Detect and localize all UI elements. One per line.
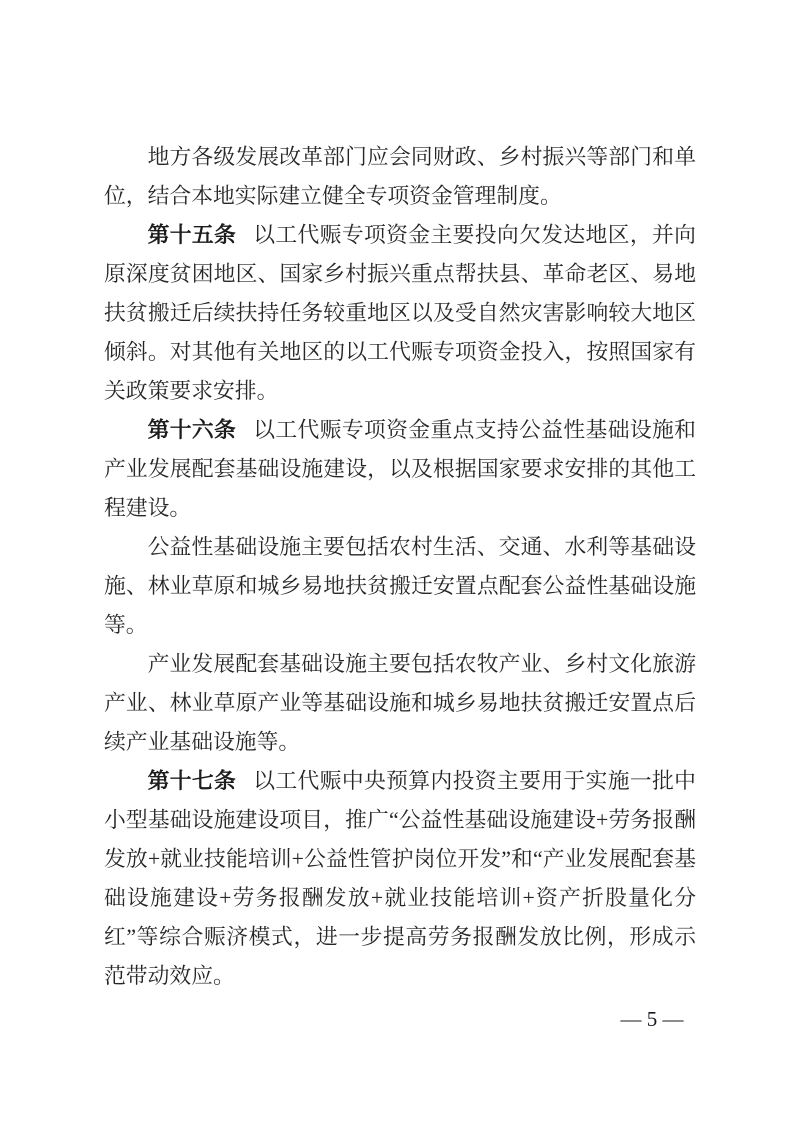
paragraph-text: 地方各级发展改革部门应会同财政、乡村振兴等部门和单位，结合本地实际建立健全专项资金管理制度。 xyxy=(104,145,696,208)
page-number: — 5 — xyxy=(620,1007,684,1031)
document-body xyxy=(104,138,696,996)
paragraph-article-17 xyxy=(104,762,696,996)
paragraph-text: 以工代赈中央预算内投资主要用于实施一批中小型基础设施建设项目，推广“公益性基础设施建设+劳务报酬发放+就业技能培训+公益性管护岗位开发”和“产业发展配套基础设施建设+劳务报酬发放+就业技能培训+资产折股量化分红”等综合赈济模式，进一步提高劳务报酬发放比例，形成示范带动效应。 xyxy=(104,769,696,988)
article-heading: 第十六条 xyxy=(147,418,237,442)
paragraph xyxy=(104,645,696,762)
paragraph-article-16 xyxy=(104,411,696,528)
paragraph-text: 公益性基础设施主要包括农村生活、交通、水利等基础设施、林业草原和城乡易地扶贫搬迁安置点配套公益性基础设施等。 xyxy=(104,535,696,637)
paragraph-article-15 xyxy=(104,216,696,411)
article-heading: 第十五条 xyxy=(147,223,237,247)
paragraph xyxy=(104,528,696,645)
paragraph xyxy=(104,138,696,216)
paragraph-text: 以工代赈专项资金重点支持公益性基础设施和产业发展配套基础设施建设，以及根据国家要求安排的其他工程建设。 xyxy=(104,418,696,520)
paragraph-text: 产业发展配套基础设施主要包括农牧产业、乡村文化旅游产业、林业草原产业等基础设施和城乡易地扶贫搬迁安置点后续产业基础设施等。 xyxy=(104,652,696,754)
paragraph-text: 以工代赈专项资金主要投向欠发达地区，并向原深度贫困地区、国家乡村振兴重点帮扶县、革命老区、易地扶贫搬迁后续扶持任务较重地区以及受自然灾害影响较大地区倾斜。对其他有关地区的以工代赈专项资金投入，按照国家有关政策要求安排。 xyxy=(104,223,696,403)
article-heading: 第十七条 xyxy=(147,769,237,793)
